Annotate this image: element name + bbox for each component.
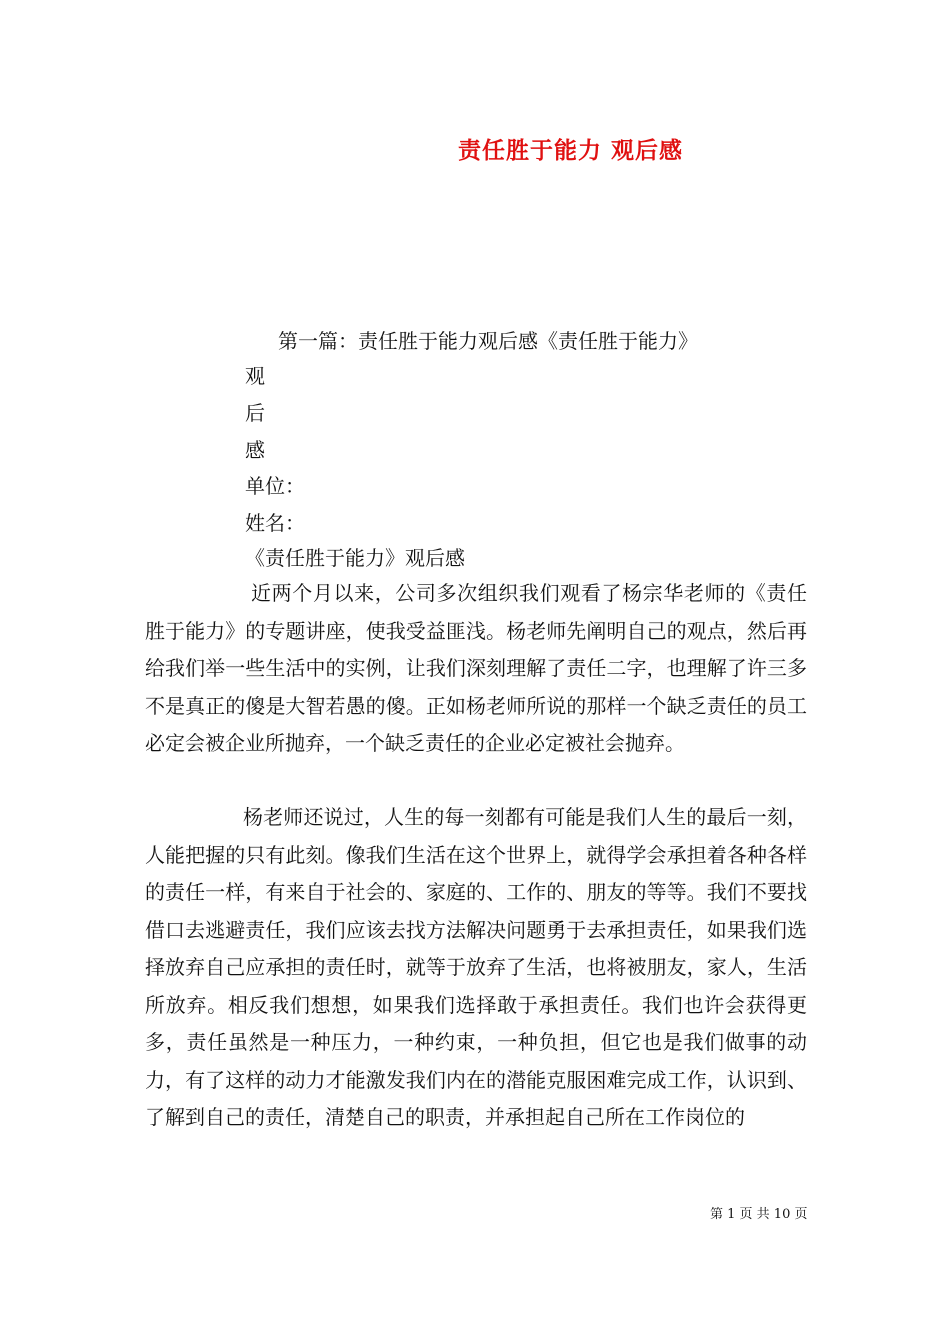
heading-vertical-char-3: 感 (245, 438, 265, 462)
unit-label: 单位： (245, 474, 305, 498)
heading-vertical-char-1: 观 (245, 364, 265, 388)
heading-vertical-char-2: 后 (245, 401, 265, 425)
subtitle: 《责任胜于能力》观后感 (245, 546, 465, 570)
page-footer: 第 1 页 共 10 页 (710, 1207, 808, 1222)
name-label: 姓名： (245, 511, 305, 535)
body-paragraph-2: 杨老师还说过，人生的每一刻都有可能是我们人生的最后一刻，人能把握的只有此刻。像我们生活在这个世界上，就得学会承担着各种各样的责任一样，有来自于社会的、家庭的、工作的、朋友的等等。我们不要找借口去逃避责任，我们应该去找方法解决问题勇于去承担责任，如果我们选择放弃自己应承担的责任时，就等于放弃了生活，也将被朋友，家人，生活所放弃。相反我们想想，如果我们选择敢于承担责任。我们也许会获得更多，责任虽然是一种压力，一种约束，一种负担，但它也是我们做事的动力，有了这样的动力才能激发我们内在的潜能克服困难完成工作，认识到、了解到自己的责任，清楚自己的职责，并承担起自己所在工作岗位的 (145, 805, 807, 1129)
section-heading: 第一篇：责任胜于能力观后感《责任胜于能力》 (278, 329, 698, 353)
document-title: 责任胜于能力 观后感 (458, 138, 684, 164)
body-paragraph-1: 近两个月以来，公司多次组织我们观看了杨宗华老师的《责任胜于能力》的专题讲座，使我受益匪浅。杨老师先阐明自己的观点，然后再给我们举一些生活中的实例，让我们深刻理解了责任二字，也理解了许三多不是真正的傻是大智若愚的傻。正如杨老师所说的那样一个缺乏责任的员工必定会被企业所抛弃，一个缺乏责任的企业必定被社会抛弃。 (145, 581, 807, 755)
